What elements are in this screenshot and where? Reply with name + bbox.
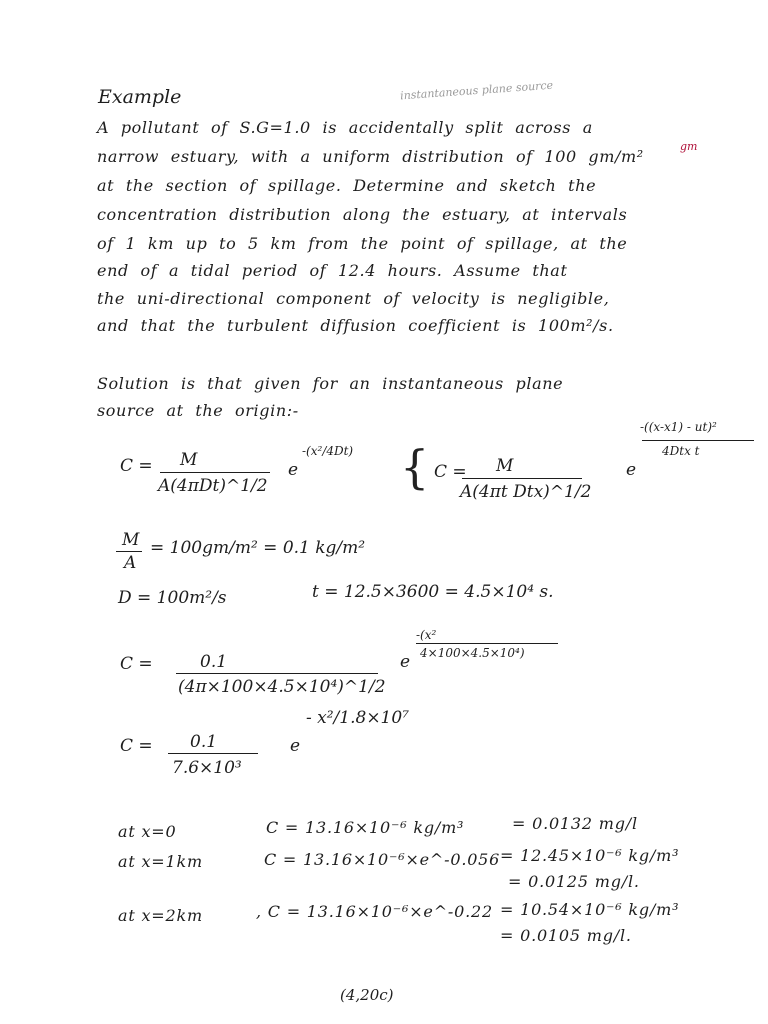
eq1-fraction-bar: [160, 472, 270, 473]
eq1-numerator: M: [180, 450, 198, 470]
red-superscript-correction: gm: [680, 140, 698, 153]
result-location: at x=0: [118, 822, 177, 841]
diffusion-coefficient: D = 100m²/s: [118, 588, 227, 608]
result-concentration: C = 13.16×10⁻⁶×e^-0.056: [264, 850, 501, 869]
problem-line: the uni-directional component of velocity is negligible,: [97, 289, 610, 308]
solution-line: Solution is that given for an instantaneous plane: [97, 374, 564, 393]
result-concentration: , C = 13.16×10⁻⁶×e^-0.22: [256, 902, 493, 921]
result-location: at x=1km: [118, 852, 203, 871]
result-value: = 12.45×10⁻⁶ kg/m³: [500, 846, 680, 865]
eq1-denominator: A(4πDt)^1/2: [158, 476, 268, 496]
result-value: = 0.0105 mg/l.: [500, 926, 632, 945]
problem-line: end of a tidal period of 12.4 hours. Assume that: [97, 261, 568, 280]
problem-line: narrow estuary, with a uniform distribution of 100 gm/m²: [97, 147, 644, 166]
time-value: t = 12.5×3600 = 4.5×10⁴ s.: [312, 582, 554, 602]
result-value: = 0.0132 mg/l: [512, 814, 638, 833]
result-value: = 10.54×10⁻⁶ kg/m³: [500, 900, 680, 919]
notebook-page: Example instantaneous plane source gm A pollutant of S.G=1.0 is accidentally split across a narrow estuary, with a uniform distribution of 100 gm/m² at the section of spillage. Determine and sketch the concentration distribution along the estuary, at intervals of 1 km up to 5 km from the point of spillage, at the end of a tidal period of 12.4 hours. Assume that the uni-directional component of velocity is negligible, and that the turbulent diffusion coefficient is 100m²/s. Solution is that given for an instantaneous plane source at the origin:- C = M A(4πDt)^1/2 e -(x²/4Dt) { C = M A(4πt Dtx)^1/2 e -((x-x1) - ut)² 4Dtx t M A = 100gm/m² = 0.1 kg/m² D = 100m²/s t = 12.5×3600 = 4.5×10⁴ s. C = 0.1 (4π×100×4.5×10⁴)^1/2 e -(x² 4×100×4.5×10⁴) C = 0.1 7.6×10³ e - x²/1.8×10⁷ at x=0 C = 13.16×10⁻⁶ kg/m³ = 0.0132 mg/l at x=1km C = 13.16×10⁻⁶×e^-0.056 = 12.45×10⁻⁶ kg/m³ = 0.0125 mg/l. at x=2km , C = 13.16×10⁻⁶×e^-0.22 = 10.54×10⁻⁶ kg/m³ = 0.0105 mg/l. (4,20c): [0, 0, 768, 1024]
problem-line: of 1 km up to 5 km from the point of spillage, at the: [97, 234, 628, 253]
result-concentration: C = 13.16×10⁻⁶ kg/m³: [266, 818, 465, 837]
solution-line: source at the origin:-: [97, 401, 299, 420]
eq1-exponent: -(x²/4Dt): [302, 444, 354, 458]
problem-line: and that the turbulent diffusion coefficient is 100m²/s.: [97, 316, 614, 335]
problem-line: at the section of spillage. Determine and sketch the: [97, 176, 597, 195]
problem-line: A pollutant of S.G=1.0 is accidentally split across a: [97, 118, 593, 137]
result-location: at x=2km: [118, 906, 203, 925]
result-value: = 0.0125 mg/l.: [508, 872, 640, 891]
problem-line: concentration distribution along the estuary, at intervals: [97, 205, 628, 224]
curly-brace: {: [400, 440, 430, 494]
margin-note: instantaneous plane source: [399, 78, 554, 103]
page-title: Example: [98, 86, 182, 108]
page-number: (4,20c): [340, 986, 394, 1004]
